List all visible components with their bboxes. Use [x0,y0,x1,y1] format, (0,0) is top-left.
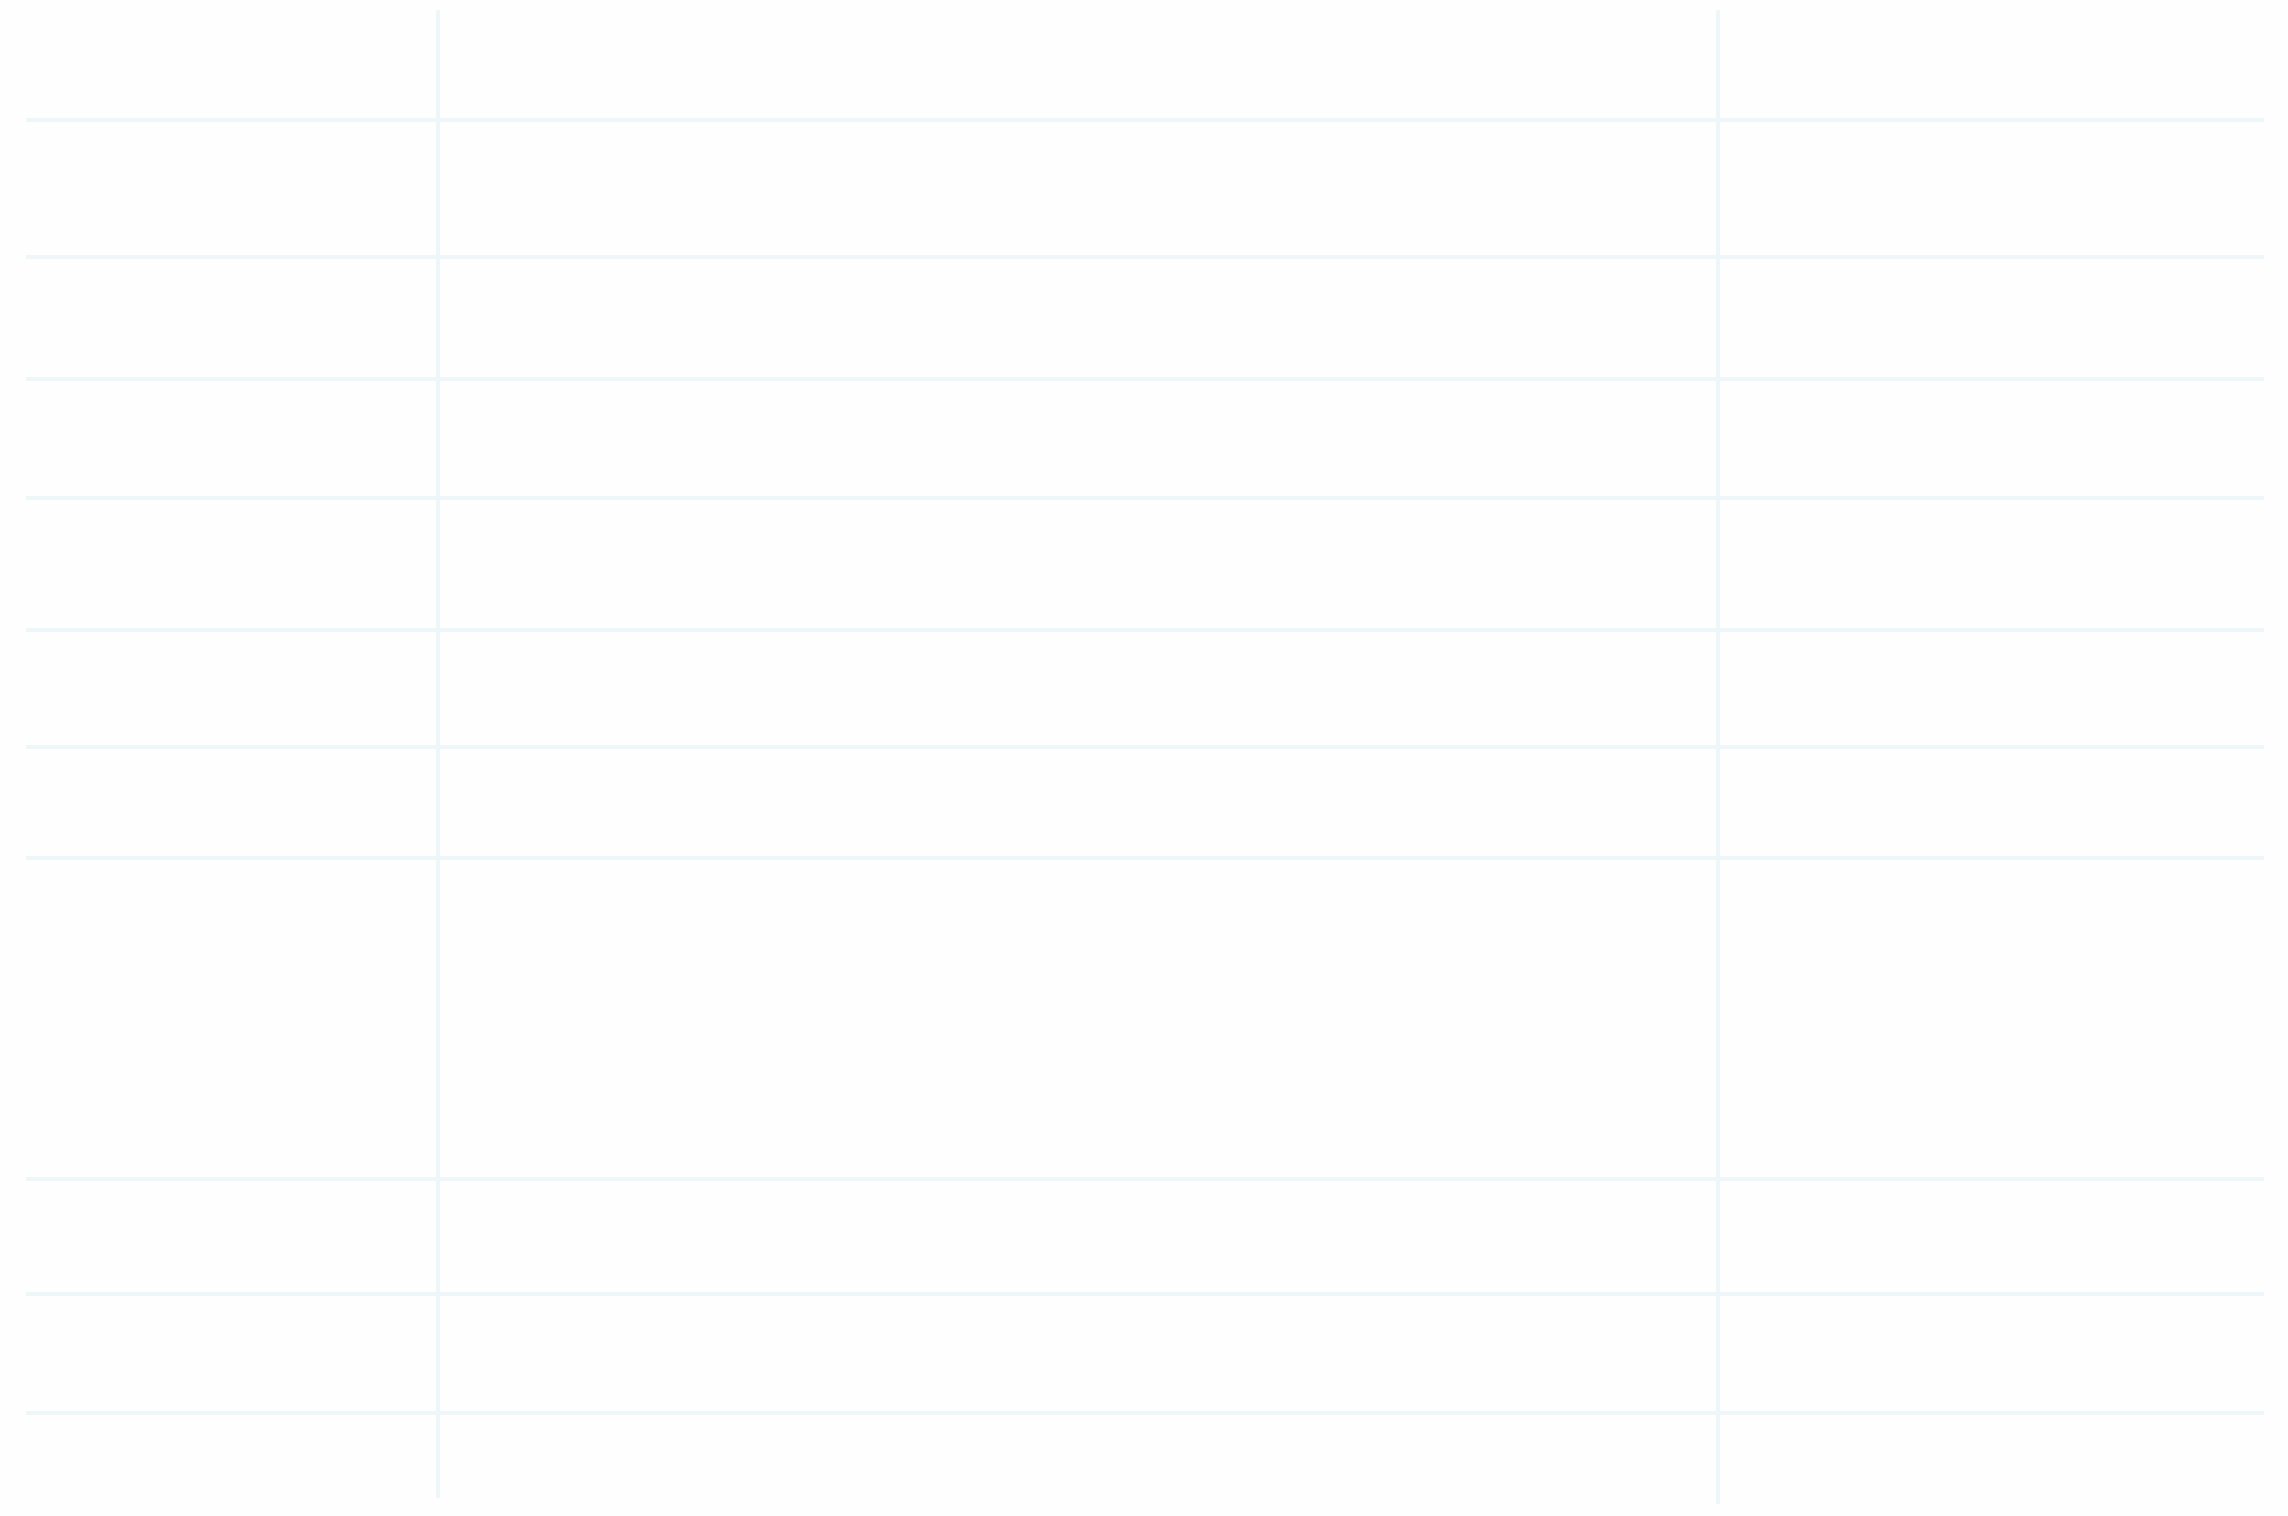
row-divider [26,118,2264,122]
column-divider [436,10,440,1498]
column-divider [1716,10,1720,1504]
row-divider [26,496,2264,500]
row-divider [26,628,2264,632]
row-divider [26,745,2264,749]
row-divider [26,1411,2264,1415]
row-divider [26,1177,2264,1181]
row-divider [26,856,2264,860]
row-divider [26,1292,2264,1296]
row-divider [26,377,2264,381]
row-divider [26,255,2264,259]
